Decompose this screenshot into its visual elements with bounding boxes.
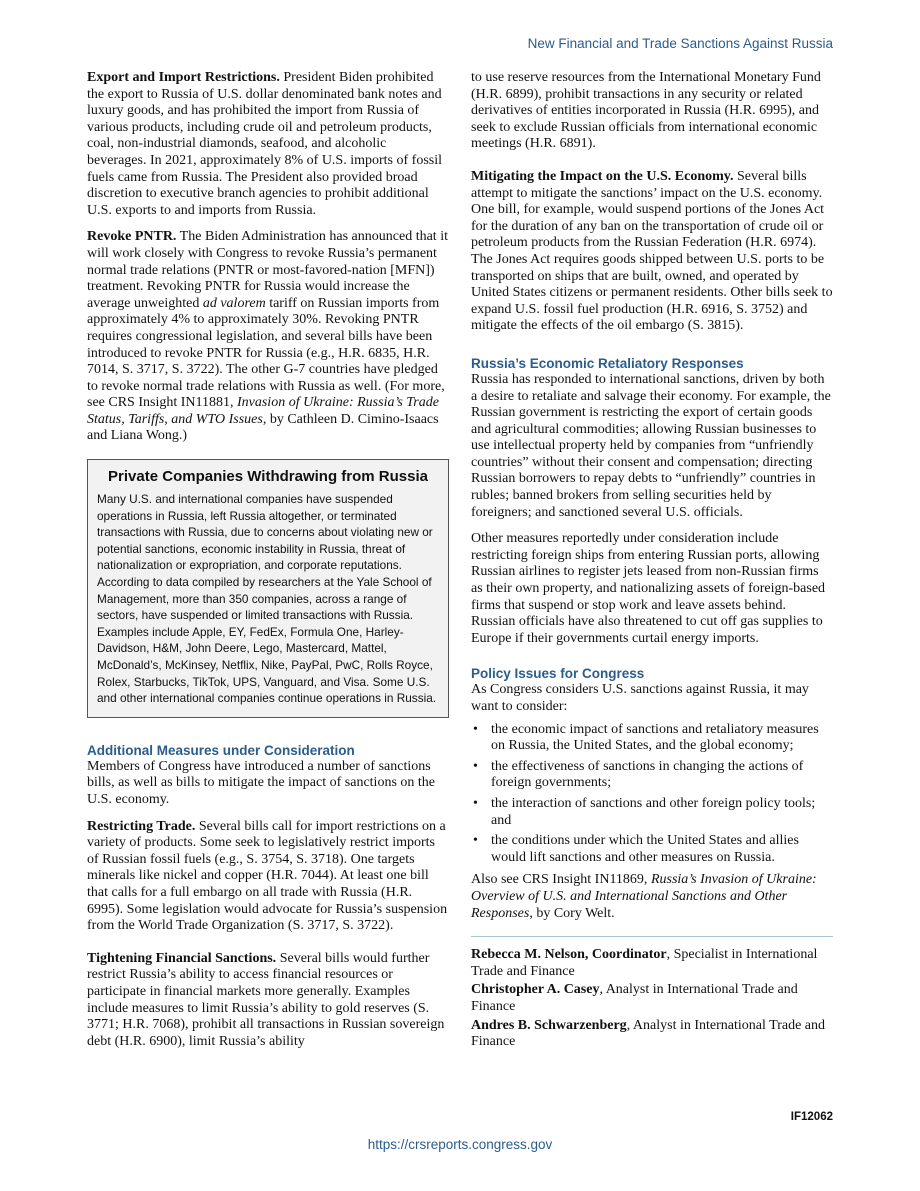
additional-measures-text: Members of Congress have introduced a number of sanctions bills, as well as bills to mitigate the impact of sanctions on the U.S. economy. bbox=[87, 758, 435, 807]
tightening-financial-paragraph bbox=[87, 951, 449, 1051]
pntr-text-3: , by Cathleen D. Cimino-Isaacs and Liana Wong.) bbox=[87, 411, 439, 444]
mitigating-paragraph bbox=[471, 169, 833, 335]
restricting-text: Several bills call for import restrictions on a variety of products. Some seek to legislatively restrict imports of Russian fossil fuels (e.g., S. 3754, S. 3718). One targets minerals like nickel and copper (H.R. 7044). At least one bill that calls for a full embargo on all trade with Russia (H.R. 6995). Some legislation would advocate for Russia’s suspension from the World Trade Organization (S. 3717, S. 3722). bbox=[87, 818, 448, 934]
box-title: Private Companies Withdrawing from Russia bbox=[108, 468, 428, 486]
restricting-trade-paragraph bbox=[87, 819, 449, 935]
retaliatory-heading: Russia’s Economic Retaliatory Responses bbox=[471, 355, 744, 371]
list-item: • the effectiveness of sanctions in changing the actions of foreign governments; bbox=[471, 759, 833, 792]
pntr-italic-2: Invasion of Ukraine: Russia’s Trade Status, Tariffs, and WTO Issues bbox=[87, 395, 439, 427]
left-column bbox=[87, 70, 449, 1060]
right-column bbox=[471, 70, 833, 1053]
also-text: Also see CRS Insight IN11869, bbox=[471, 872, 651, 888]
mitigating-heading: Mitigating the Impact on the U.S. Economy. bbox=[471, 168, 734, 184]
export-text: President Biden prohibited the export to Russia of U.S. dollar denominated bank notes and luxury goods, and has prohibited the import from Russia of various products, including crude oil and petroleum products, coal, non-industrial diamonds, seafood, and alcoholic beverages. In 2021, approximately 8% of U.S. imports of fossil fuels came from Russia. The President also provided broad discretion to executive branch agencies to prohibit additional U.S. exports to and imports from Russia. bbox=[87, 70, 442, 218]
continued-paragraph: to use reserve resources from the International Monetary Fund (H.R. 6899), prohibit transactions in any security or related derivatives of entities incorporated in Russia (H.R. 6995), and seek to exclude Russian officials from international economic meetings (H.R. 6891). bbox=[471, 70, 821, 152]
policy-intro: As Congress considers U.S. sanctions against Russia, it may want to consider: bbox=[471, 682, 809, 714]
list-item: • the interaction of sanctions and other foreign policy tools; and bbox=[471, 796, 833, 829]
author-entry bbox=[471, 947, 833, 980]
author-entry bbox=[471, 1018, 833, 1051]
footer-url-link[interactable]: https://crsreports.congress.gov bbox=[367, 1137, 553, 1152]
box-body: Many U.S. and international companies have suspended operations in Russia, left Russia altogether, or terminated transactions with Russia, due to concerns about violating new or potential sanctions, economic instability in Russia, threat of nationalization or expropriation, and corporate reputations. According to data compiled by researchers at the Yale School of Management, more than 350 companies, across a range of sectors, have suspended or limited transactions with Russia. Examples include Apple, EY, FedEx, Formula One, Harley-Davidson, H&M, John Deere, Lego, Mastercard, Mattel, McDonald’s, McKinsey, Netflix, Nike, PayPal, PwC, Rolls Royce, Rolex, Starbucks, TikTok, UPS, Vanguard, and Visa. Some U.S. and other international companies continue operations in Russia. bbox=[97, 492, 437, 706]
author-list bbox=[471, 947, 833, 1051]
author-divider bbox=[471, 936, 833, 937]
author-title: , Specialist in International Trade and Finance bbox=[471, 947, 818, 979]
export-heading: Export and Import Restrictions. bbox=[87, 70, 280, 85]
author-name: Andres B. Schwarzenberg bbox=[471, 1017, 627, 1033]
pntr-italic-1: ad valorem bbox=[202, 295, 266, 311]
tightening-text: Several bills would further restrict Russia’s ability to access financial resources or participate in financial markets more generally. Examples include measures to limit Russia’s ability to gold reserves (S. 3771; H.R. 7068), prohibit all transactions in Russian sovereign debt (H.R. 6900), limit Russia’s ability bbox=[87, 950, 445, 1049]
retaliatory-text-2: Other measures reportedly under consideration include restricting foreign ships from entering Russian ports, allowing Russian airlines to register jets leased from non-Russian firms as their own property, and nationalizing assets of foreign-based firms that suspend or stop work and leave assets behind. Russian officials have also threatened to cut off gas supplies to Europe if their governments curtail energy imports. bbox=[471, 531, 826, 646]
also-see-paragraph bbox=[471, 872, 833, 922]
running-header: New Financial and Trade Sanctions Against Russia bbox=[527, 36, 833, 51]
author-name: Rebecca M. Nelson, Coordinator bbox=[471, 947, 667, 963]
pntr-text-2: tariff on Russian imports from approximately 4% to approximately 30%. Revoking PNTR requires congressional legislation, and several bills have been introduced to revoke PNTR for Russia (e.g., H.R. 6835, H.R. 7014, S. 3717, S. 3722). The other G-7 countries have pledged to revoke normal trade relations with Russia as well. (For more, see CRS Insight IN11881, bbox=[87, 295, 445, 411]
policy-bullet-list bbox=[471, 722, 833, 867]
pntr-heading: Revoke PNTR. bbox=[87, 229, 177, 245]
list-item: • the conditions under which the United States and allies would lift sanctions and other measures on Russia. bbox=[471, 833, 833, 866]
also-italic: Russia’s Invasion of Ukraine: Overview of U.S. and International Sanctions and Other Responses bbox=[471, 872, 817, 921]
list-item: • the economic impact of sanctions and retaliatory measures on Russia, the United States, and the global economy; bbox=[471, 722, 833, 755]
retaliatory-text-1: Russia has responded to international sanctions, driven by both a desire to retaliate and salvage their economy. For example, the Russian government is restricting the export of certain goods and agricultural commodities; allowing Russian businesses to use intellectual property held by companies from “unfriendly countries” without their consent and compensation; directing Russian borrowers to repay debts to “unfriendly” countries in rubles; banned brokers from selling securities held by foreigners; and sanctioned several U.S. officials. bbox=[471, 371, 831, 520]
policy-issues-heading: Policy Issues for Congress bbox=[471, 666, 645, 682]
export-import-paragraph bbox=[87, 70, 449, 219]
author-entry bbox=[471, 982, 833, 1015]
pntr-paragraph bbox=[87, 229, 449, 445]
author-title: , Analyst in International Trade and Finance bbox=[471, 1017, 825, 1050]
also-end: , by Cory Welt. bbox=[529, 905, 615, 921]
private-companies-sidebar-box bbox=[87, 459, 449, 718]
additional-measures-heading: Additional Measures under Consideration bbox=[87, 742, 355, 758]
author-name: Christopher A. Casey bbox=[471, 982, 600, 998]
author-title: , Analyst in International Trade and Finance bbox=[471, 982, 798, 1014]
restricting-heading: Restricting Trade. bbox=[87, 818, 196, 834]
document-code: IF12062 bbox=[790, 1111, 833, 1123]
tightening-heading: Tightening Financial Sanctions. bbox=[87, 950, 277, 966]
pntr-text-1: The Biden Administration has announced that it will work closely with Congress to revoke Russia’s permanent normal trade relations (PNTR or most-favored-nation [MFN]) treatment. Revoking PNTR for Russia would increase the average unweighted bbox=[87, 229, 448, 311]
mitigating-text: Several bills attempt to mitigate the sanctions’ impact on the U.S. economy. One bill, for example, would suspend portions of the Jones Act for the duration of any ban on the transportation of crude oil or petroleum products from the Russian Federation (H.R. 6974). The Jones Act requires goods shipped between U.S. ports to be transported on ships that are built, owned, and operated by United States citizens or permanent residents. Other bills seek to expand U.S. fossil fuel production (H.R. 6916, S. 3752) and mitigate the effects of the oil embargo (S. 3815). bbox=[471, 168, 833, 334]
